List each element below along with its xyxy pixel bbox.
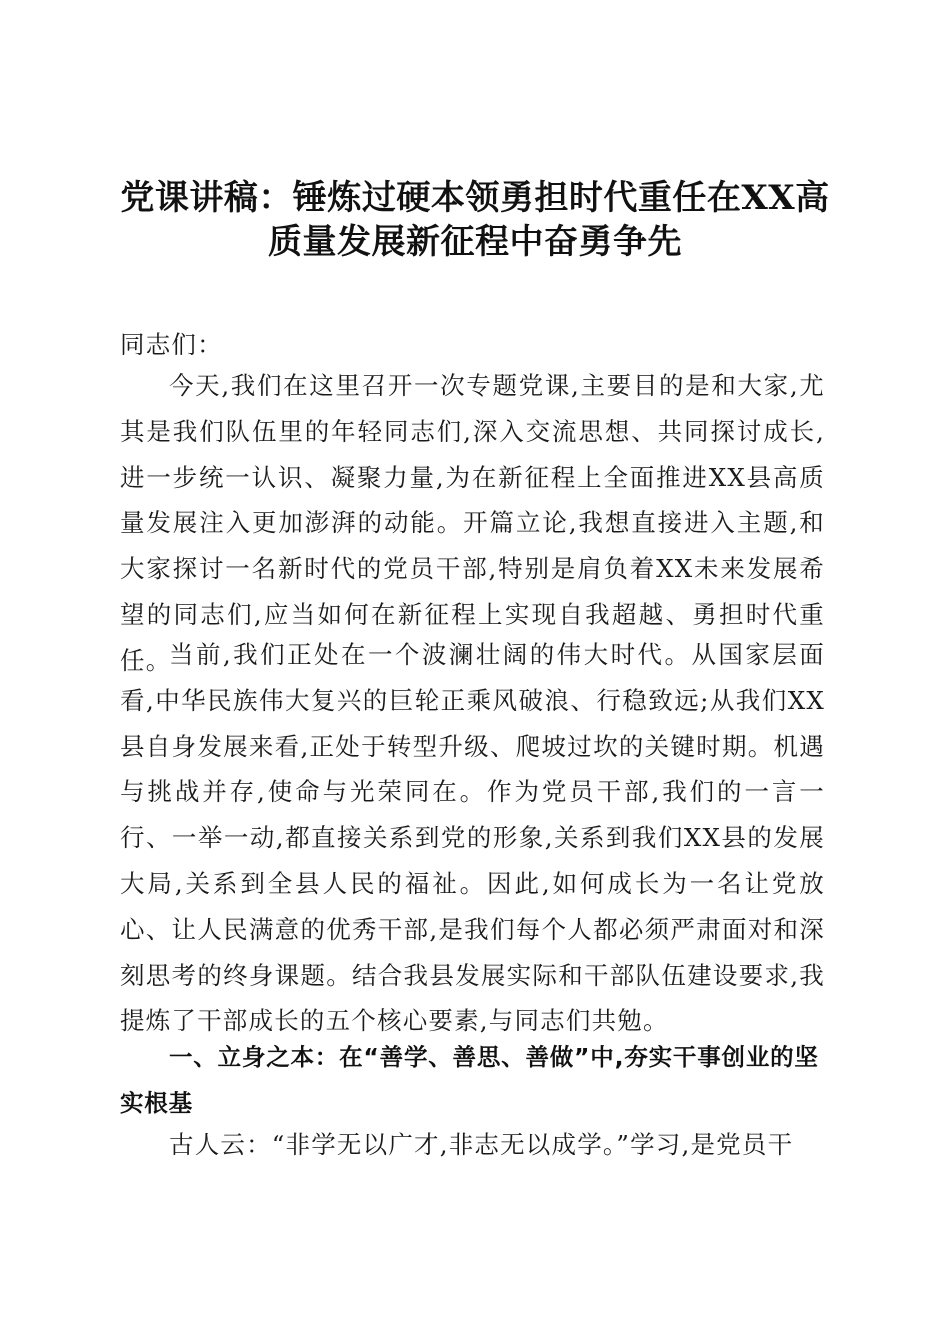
paragraph-intro: 今天,我们在这里召开一次专题党课,主要目的是和大家,尤其是我们队伍里的年轻同志们,深入交流思想、共同探讨成长,进一步统一认识、凝聚力量,为在新征程上全面推进XX县高质量发展注入更加澎湃的动能。开篇立论,我想直接进入主题,和大家探讨一名新时代的党员干部,特别是肩负着XX未来发展希望的同志们,应当如何在新征程上实现自我超越、勇担时代重任。 xyxy=(120,371,825,675)
section-heading-1: 一、立身之本：在“善学、善思、善做”中,夯实干事创业的坚实根基 xyxy=(120,1043,819,1117)
salutation: 同志们： xyxy=(120,330,223,359)
paragraph-context: 当前,我们正处在一个波澜壮阔的伟大时代。从国家层面看,中华民族伟大复兴的巨轮正乘风破浪、行稳致远;从我们XX县自身发展来看,正处于转型升级、爬坡过坎的关键时期。机遇与挑战并存,使命与光荣同在。作为党员干部,我们的一言一行、一举一动,都直接关系到党的形象,关系到我们XX县的发展大局,关系到全县人民的福祉。因此,如何成长为一名让党放心、让人民满意的优秀干部,是我们每个人都必须严肃面对和深刻思考的终身课题。结合我县发展实际和干部队伍建设要求,我提炼了干部成长的五个核心要素,与同志们共勉。 xyxy=(120,640,825,1036)
document-title: 党课讲稿：锤炼过硬本领勇担时代重任在XX高质量发展新征程中奋勇争先 xyxy=(120,178,830,262)
paragraph-section-1: 古人云：“非学无以广才,非志无以成学。”学习,是党员干 xyxy=(169,1130,794,1159)
